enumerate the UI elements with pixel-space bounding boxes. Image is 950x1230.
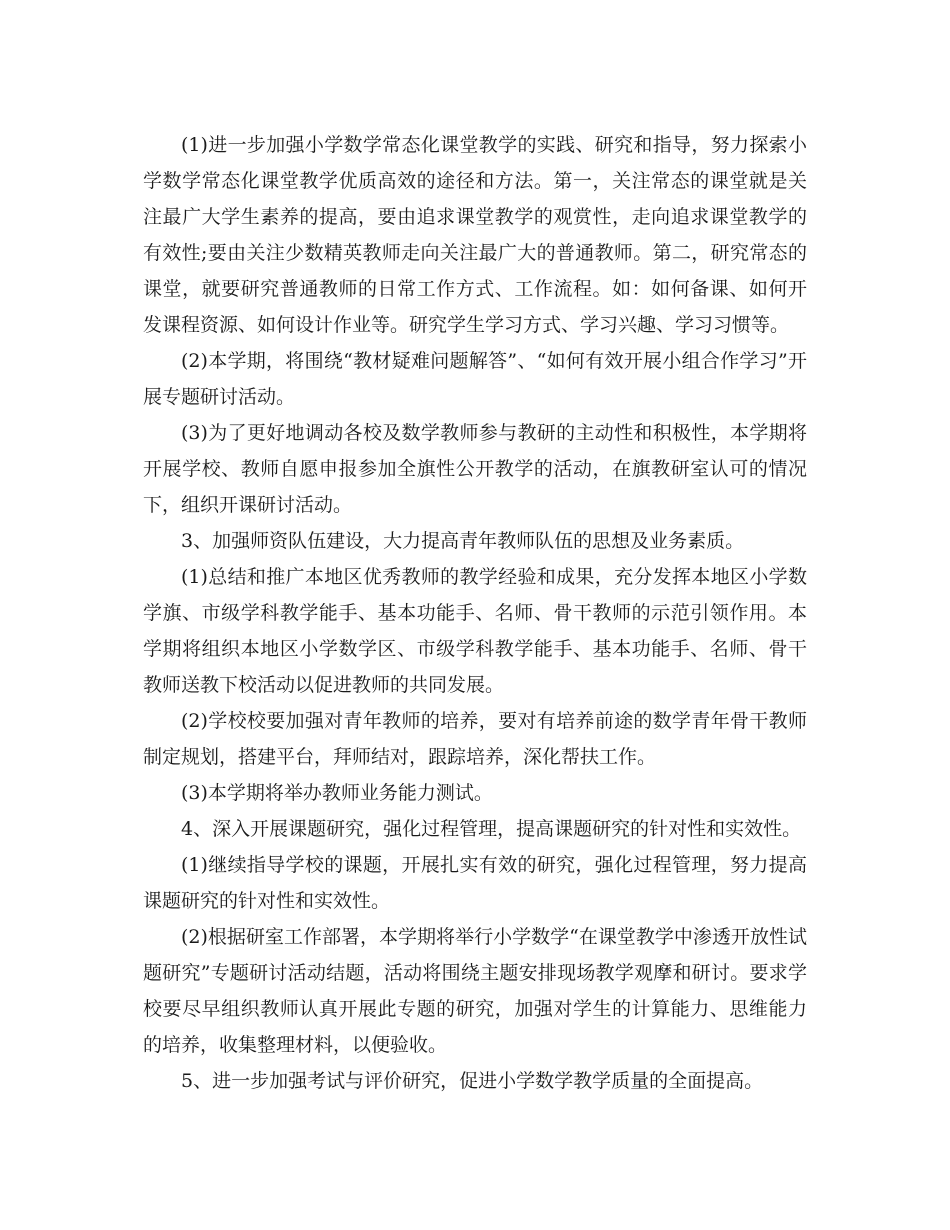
paragraph-1-2: (2)本学期，将围绕“教材疑难问题解答”、“如何有效开展小组合作学习”开展专题研讨活动。 — [143, 350, 807, 408]
section-heading-4: 4、深入开展课题研究，强化过程管理，提高课题研究的针对性和实效性。 — [181, 818, 802, 840]
paragraph-4-1: (1)继续指导学校的课题，开展扎实有效的研究，强化过程管理，努力提高课题研究的针对性和实效性。 — [143, 854, 807, 912]
paragraph-3-3: (3)本学期将举办教师业务能力测试。 — [181, 782, 493, 804]
section-heading-5: 5、进一步加强考试与评价研究，促进小学数学教学质量的全面提高。 — [181, 1070, 764, 1092]
paragraph-1-1: (1)进一步加强小学数学常态化课堂教学的实践、研究和指导，努力探索小学数学常态化课堂教学优质高效的途径和方法。第一，关注常态的课堂就是关注最广大学生素养的提高，要由追求课堂教学的观赏性，走向追求课堂教学的有效性;要由关注少数精英教师走向关注最广大的普通教师。第二，研究常态的课堂，就要研究普通教师的日常工作方式、工作流程。如：如何备课、如何开发课程资源、如何设计作业等。研究学生学习方式、学习兴趣、学习习惯等。 — [143, 134, 807, 336]
section-heading-3: 3、加强师资队伍建设，大力提高青年教师队伍的思想及业务素质。 — [181, 530, 745, 552]
paragraph-4-2: (2)根据研室工作部署，本学期将举行小学数学“在课堂教学中渗透开放性试题研究”专题研讨活动结题，活动将围绕主题安排现场教学观摩和研讨。要求学校要尽早组织教师认真开展此专题的研究，加强对学生的计算能力、思维能力的培养，收集整理材料，以便验收。 — [143, 926, 807, 1056]
paragraph-3-1: (1)总结和推广本地区优秀教师的教学经验和成果，充分发挥本地区小学数学旗、市级学科教学能手、基本功能手、名师、骨干教师的示范引领作用。本学期将组织本地区小学数学区、市级学科教学能手、基本功能手、名师、骨干教师送教下校活动以促进教师的共同发展。 — [143, 566, 807, 696]
paragraph-3-2: (2)学校校要加强对青年教师的培养，要对有培养前途的数学青年骨干教师制定规划，搭建平台，拜师结对，跟踪培养，深化帮扶工作。 — [143, 710, 807, 768]
document-body — [143, 127, 807, 1099]
paragraph-1-3: (3)为了更好地调动各校及数学教师参与教研的主动性和积极性，本学期将开展学校、教师自愿申报参加全旗性公开教学的活动，在旗教研室认可的情况下，组织开课研讨活动。 — [143, 422, 807, 516]
